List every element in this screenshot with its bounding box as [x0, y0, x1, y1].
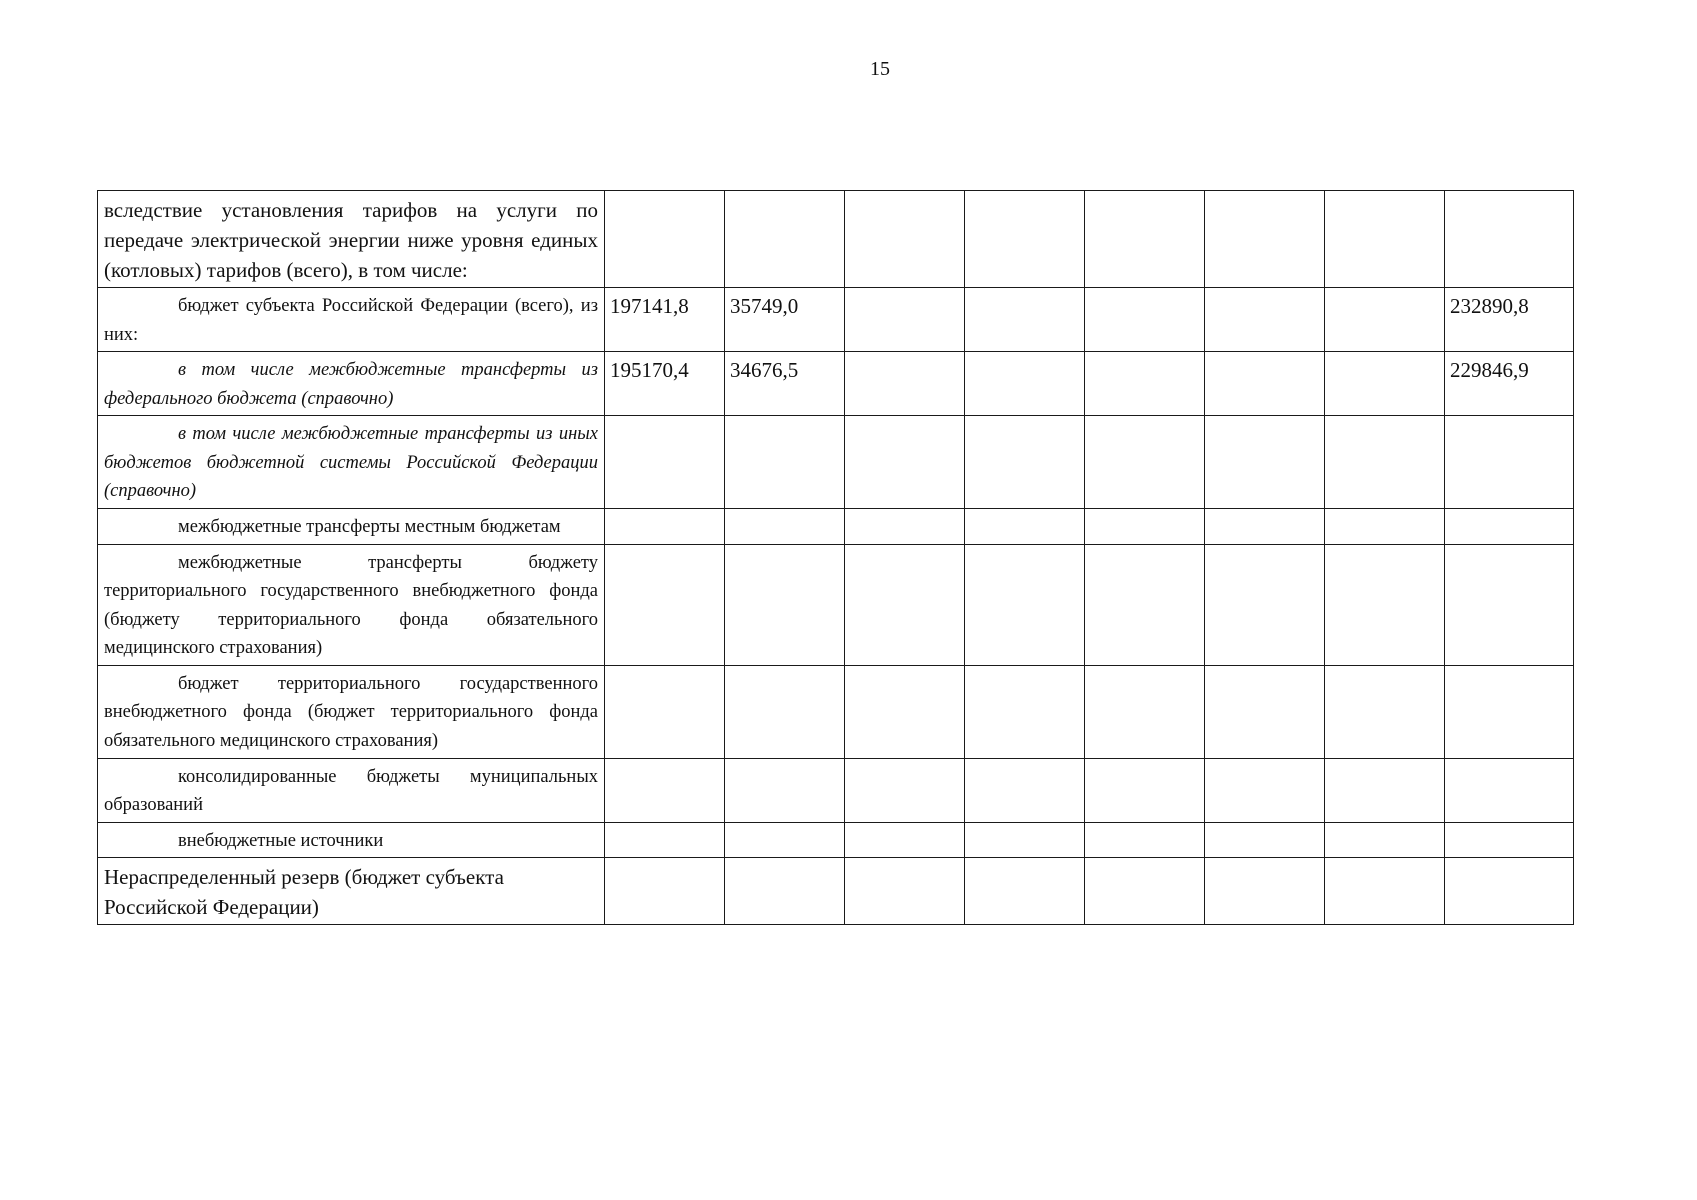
- table-cell: [1325, 288, 1445, 352]
- table-cell: [845, 822, 965, 858]
- table-cell: [845, 416, 965, 509]
- table-cell: [1205, 416, 1325, 509]
- table-cell: [1325, 822, 1445, 858]
- table-cell: [965, 665, 1085, 758]
- table-cell: [965, 352, 1085, 416]
- table-row: [98, 352, 1574, 416]
- row-label: бюджет территориального государственного внебюджетного фонда (бюджет территориального фонда обязательного медицинского страхования): [98, 665, 605, 758]
- table-row: [98, 544, 1574, 665]
- table-cell: [1205, 758, 1325, 822]
- table-cell: [1085, 191, 1205, 288]
- table-cell: [1085, 288, 1205, 352]
- table-cell: [1445, 416, 1574, 509]
- table-cell: [965, 822, 1085, 858]
- table-cell: [1085, 858, 1205, 925]
- row-label: в том числе межбюджетные трансферты из федерального бюджета (справочно): [98, 352, 605, 416]
- table-cell: [725, 665, 845, 758]
- table-cell: [1445, 191, 1574, 288]
- table-cell: [725, 544, 845, 665]
- table-cell: [845, 288, 965, 352]
- table-cell: [1085, 822, 1205, 858]
- table-cell: [1325, 191, 1445, 288]
- table-cell: [1325, 665, 1445, 758]
- table-cell: 229846,9: [1445, 352, 1574, 416]
- table-cell: [845, 544, 965, 665]
- row-label: межбюджетные трансферты бюджету территориального государственного внебюджетного фонда (бюджету территориального фонда обязательного медицинского страхования): [98, 544, 605, 665]
- table-row: [98, 191, 1574, 288]
- table-cell: [725, 858, 845, 925]
- table-row: [98, 288, 1574, 352]
- table-cell: [1205, 822, 1325, 858]
- table-cell: [605, 416, 725, 509]
- table-row: [98, 822, 1574, 858]
- table-cell: [1205, 858, 1325, 925]
- table-cell: [1205, 191, 1325, 288]
- table-cell: [1445, 665, 1574, 758]
- table-cell: [605, 758, 725, 822]
- table-cell: [845, 509, 965, 545]
- row-label: вследствие установления тарифов на услуги по передаче электрической энергии ниже уровня единых (котловых) тарифов (всего), в том числе:: [98, 191, 605, 288]
- table-cell: [965, 191, 1085, 288]
- row-label: в том числе межбюджетные трансферты из иных бюджетов бюджетной системы Российской Федерации (справочно): [98, 416, 605, 509]
- table-cell: [1325, 858, 1445, 925]
- table-cell: [725, 509, 845, 545]
- table-cell: [605, 509, 725, 545]
- table-cell: [725, 416, 845, 509]
- table-cell: [1445, 858, 1574, 925]
- table-cell: [605, 191, 725, 288]
- table-cell: [1085, 758, 1205, 822]
- table-cell: [1325, 352, 1445, 416]
- table-row: [98, 758, 1574, 822]
- row-label: Нераспределенный резерв (бюджет субъекта Российской Федерации): [98, 858, 605, 925]
- table-cell: [965, 416, 1085, 509]
- table-cell: [965, 509, 1085, 545]
- table-cell: 197141,8: [605, 288, 725, 352]
- table-cell: [965, 858, 1085, 925]
- table-cell: [1205, 509, 1325, 545]
- row-label: внебюджетные источники: [98, 822, 605, 858]
- table-cell: [1085, 509, 1205, 545]
- row-label: бюджет субъекта Российской Федерации (всего), из них:: [98, 288, 605, 352]
- table-cell: [1445, 758, 1574, 822]
- table-cell: [725, 822, 845, 858]
- table-cell: [1445, 822, 1574, 858]
- table-cell: [725, 191, 845, 288]
- table-cell: [1085, 665, 1205, 758]
- table-cell: [845, 665, 965, 758]
- table-cell: [1205, 352, 1325, 416]
- table-cell: [1085, 352, 1205, 416]
- table-cell: [1205, 544, 1325, 665]
- table-cell: [725, 758, 845, 822]
- table-cell: [1325, 509, 1445, 545]
- table-cell: [1205, 288, 1325, 352]
- table-row: [98, 858, 1574, 925]
- table-cell: 34676,5: [725, 352, 845, 416]
- table-cell: [1205, 665, 1325, 758]
- table-cell: [965, 758, 1085, 822]
- table-cell: [1085, 544, 1205, 665]
- row-label: межбюджетные трансферты местным бюджетам: [98, 509, 605, 545]
- table-cell: [1325, 544, 1445, 665]
- table-cell: [965, 288, 1085, 352]
- table-row: [98, 416, 1574, 509]
- table-cell: [605, 822, 725, 858]
- table-cell: [605, 544, 725, 665]
- table-cell: 232890,8: [1445, 288, 1574, 352]
- row-label: консолидированные бюджеты муниципальных образований: [98, 758, 605, 822]
- table-cell: [1445, 544, 1574, 665]
- table-cell: [1085, 416, 1205, 509]
- table-cell: 35749,0: [725, 288, 845, 352]
- budget-table: [97, 190, 1574, 925]
- table-cell: [845, 191, 965, 288]
- table-row: [98, 509, 1574, 545]
- table-cell: [965, 544, 1085, 665]
- table-cell: 195170,4: [605, 352, 725, 416]
- table-cell: [605, 665, 725, 758]
- table-cell: [845, 758, 965, 822]
- page-number: 15: [870, 58, 890, 80]
- table-cell: [845, 352, 965, 416]
- table-cell: [1325, 416, 1445, 509]
- table-cell: [605, 858, 725, 925]
- table-cell: [1325, 758, 1445, 822]
- table-row: [98, 665, 1574, 758]
- table-cell: [1445, 509, 1574, 545]
- table-cell: [845, 858, 965, 925]
